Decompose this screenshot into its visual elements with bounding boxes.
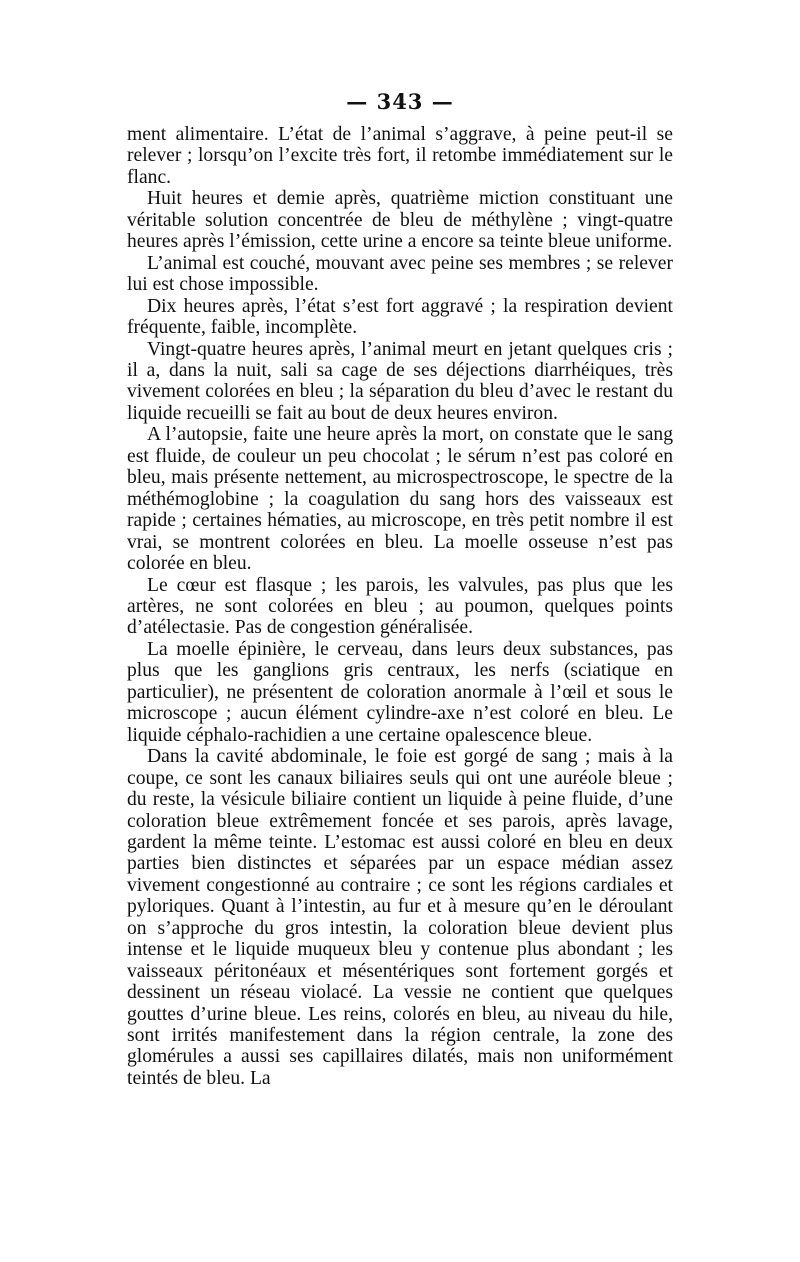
paragraph: Dix heures après, l’état s’est fort aggravé ; la respiration devient fréquente, faible, incomplète. bbox=[127, 295, 673, 339]
page-number: — 343 — bbox=[346, 89, 454, 114]
paragraph: L’animal est couché, mouvant avec peine ses membres ; se relever lui est chose impossible. bbox=[127, 252, 673, 296]
paragraph: Le cœur est flasque ; les parois, les valvules, pas plus que les artères, ne sont colorées en bleu ; au poumon, quelques points d’atélectasie. Pas de congestion généralisée. bbox=[127, 574, 673, 639]
paragraph: La moelle épinière, le cerveau, dans leurs deux substances, pas plus que les ganglions gris centraux, les nerfs (sciatique en particulier), ne présentent de coloration anormale à l’œil et sous le microscope ; aucun élément cylindre-axe n’est coloré en bleu. Le liquide céphalo-rachidien a une certaine opalescence bleue. bbox=[127, 638, 673, 746]
paragraph: Huit heures et demie après, quatrième miction constituant une véritable solution concentrée de bleu de méthylène ; vingt-quatre heures après l’émission, cette urine a encore sa teinte bleue uniforme. bbox=[127, 188, 673, 253]
paragraph: ment alimentaire. L’état de l’animal s’aggrave, à peine peut-il se relever ; lorsqu’on l’excite très fort, il retombe immédiatement sur le flanc. bbox=[127, 124, 673, 188]
paragraph: Dans la cavité abdominale, le foie est gorgé de sang ; mais à la coupe, ce sont les canaux biliaires seuls qui ont une auréole bleue ; du reste, la vésicule biliaire contient un liquide à peine fluide, d’une coloration bleue extrêmement foncée et ses parois, après lavage, gardent la même teinte. L’estomac est aussi coloré en bleu en deux parties bien distinctes et séparées par un espace médian assez vivement congestionné au contraire ; ce sont les régions cardiales et pyloriques. Quant à l’intestin, au fur et à mesure qu’en le déroulant on s’approche du gros intestin, la coloration bleue devient plus intense et le liquide muqueux bleu y contenue plus abondant ; les vaisseaux péritonéaux et mésentériques sont fortement gorgés et dessinent un réseau violacé. La vessie ne contient que quelques gouttes d’urine bleue. Les reins, colorés en bleu, au niveau du hile, sont irrités manifestement dans la région centrale, la zone des glomérules a aussi ses capillaires dilatés, mais non uniformément teintés de bleu. La bbox=[127, 746, 673, 1089]
paragraph: Vingt-quatre heures après, l’animal meurt en jetant quelques cris ; il a, dans la nuit, sali sa cage de ses déjections diarrhéiques, très vivement colorées en bleu ; la séparation du bleu d’avec le restant du liquide recueilli se fait au bout de deux heures environ. bbox=[127, 338, 673, 424]
body-text bbox=[127, 124, 673, 1089]
paragraph: A l’autopsie, faite une heure après la mort, on constate que le sang est fluide, de couleur un peu chocolat ; le sérum n’est pas coloré en bleu, mais présente nettement, au microspectroscope, le spectre de la méthémoglobine ; la coagulation du sang hors des vaisseaux est rapide ; certaines hématies, au microscope, en très petit nombre il est vrai, se montrent colorées en bleu. La moelle osseuse n’est pas colorée en bleu. bbox=[127, 424, 673, 575]
